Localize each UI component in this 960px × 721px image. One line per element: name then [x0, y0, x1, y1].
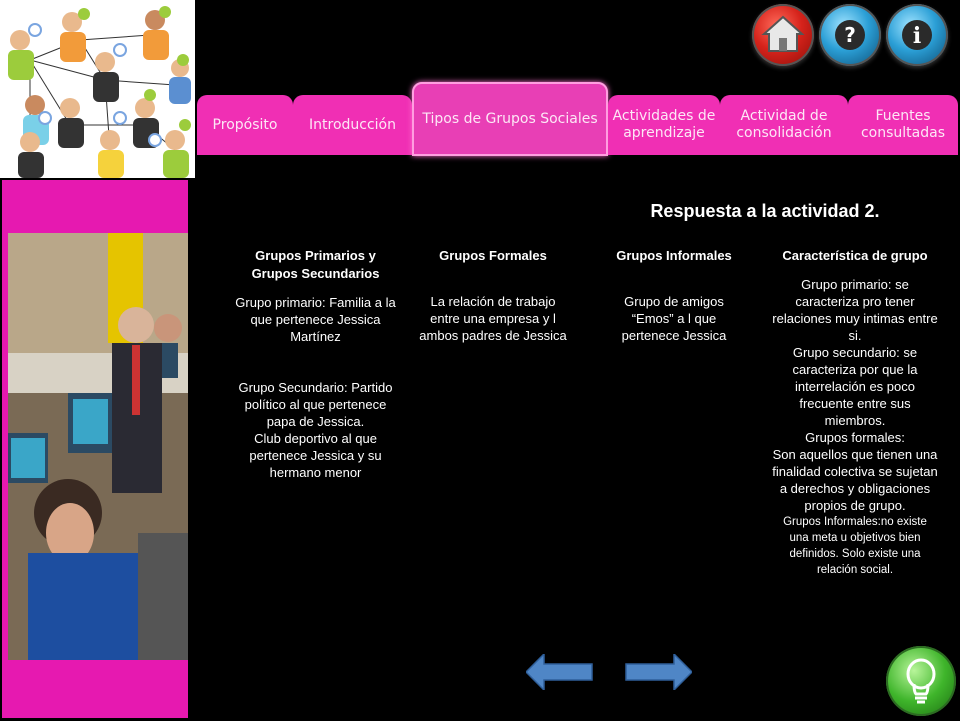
next-arrow-button[interactable]	[624, 654, 692, 690]
column-text: Grupo de amigos “Emos” a l que pertenece Jessica	[621, 294, 727, 343]
column-informales	[604, 247, 744, 344]
lightbulb-button[interactable]	[886, 646, 956, 716]
question-icon	[819, 4, 881, 66]
tab-tipos-de-grupos[interactable]: Tipos de Grupos Sociales	[412, 82, 608, 156]
lightbulb-icon	[886, 646, 956, 716]
tab-actividades[interactable]: Actividades de aprendizaje	[608, 95, 720, 155]
column-text: Grupo primario: se caracteriza pro tener relaciones muy intimas entre si.	[772, 277, 938, 343]
tab-fuentes[interactable]: Fuentes consultadas	[848, 95, 958, 155]
column-text: La relación de trabajo entre una empresa y l ambos padres de Jessica	[419, 294, 567, 343]
info-icon	[886, 4, 948, 66]
column-heading: Grupos Primarios y Grupos Secundarios	[251, 248, 380, 281]
previous-arrow-button[interactable]	[526, 654, 594, 690]
column-text: Grupo Secundario: Partido político al que pertenece papa de Jessica.	[238, 380, 393, 429]
people-network-image	[0, 0, 195, 178]
column-text: Grupos Informales:no existe una meta u objetivos bien definidos. Solo existe una relación social.	[783, 516, 927, 576]
column-text: Grupo primario: Familia a la que pertenece Jessica Martínez	[235, 295, 396, 344]
page-title: Respuesta a la actividad 2.	[650, 201, 880, 221]
column-formales	[418, 247, 568, 344]
column-text: Club deportivo al que pertenece Jessica y su hermano menor	[249, 431, 382, 480]
column-caracteristicas	[772, 247, 938, 578]
help-button[interactable]	[819, 4, 881, 66]
column-heading: Característica de grupo	[782, 248, 928, 263]
column-text: Grupos formales:	[805, 430, 905, 445]
column-text: Son aquellos que tienen una finalidad colectiva se sujetan a derechos y obligaciones propios de grupo.	[772, 447, 938, 513]
info-button[interactable]	[886, 4, 948, 66]
tab-proposito[interactable]: Propósito	[197, 95, 293, 155]
svg-text:i: i	[912, 23, 922, 49]
tab-introduccion[interactable]: Introducción	[293, 95, 412, 155]
column-heading: Grupos Formales	[439, 248, 547, 263]
column-text: Grupo secundario: se caracteriza por que la interrelación es poco frecuente entre sus miembros.	[792, 345, 918, 428]
svg-text:?: ?	[844, 23, 856, 47]
classroom-photo	[8, 233, 188, 660]
tab-consolidacion[interactable]: Actividad de consolidación	[720, 95, 848, 155]
column-primarios-secundarios	[233, 247, 398, 481]
column-heading: Grupos Informales	[616, 248, 732, 263]
home-icon	[752, 4, 814, 66]
home-button[interactable]	[752, 4, 814, 66]
